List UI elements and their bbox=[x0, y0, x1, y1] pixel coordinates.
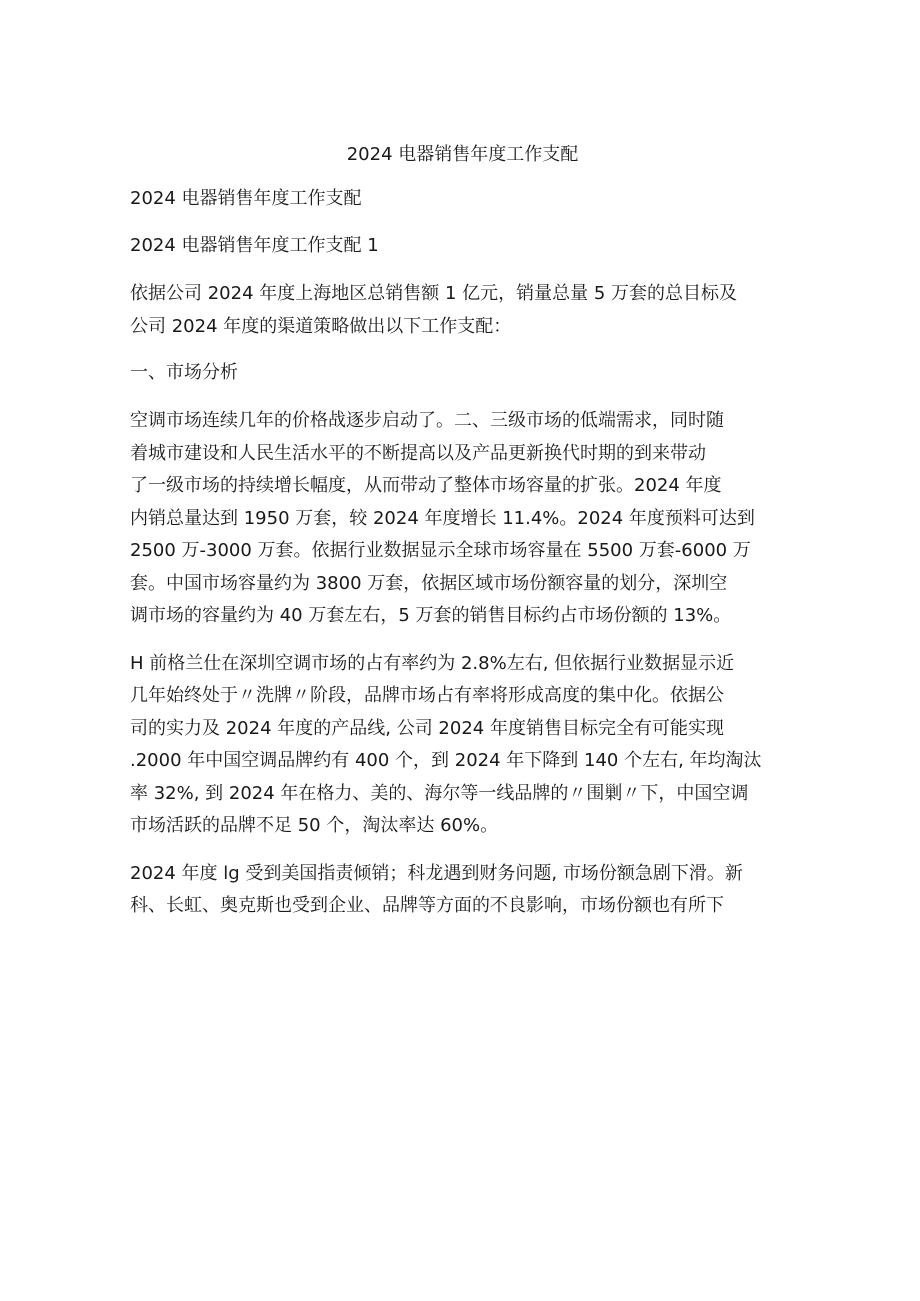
text-line: 了一级市场的持续增长幅度，从而带动了整体市场容量的扩张。2024 年度 bbox=[130, 475, 722, 496]
market-paragraph-2 bbox=[130, 648, 795, 843]
document-title: 2024 电器销售年度工作支配 bbox=[346, 144, 579, 165]
text-line: 司的实力及 2024 年度的产品线, 公司 2024 年度销售目标完全有可能实现 bbox=[130, 717, 724, 739]
text-line: 公司 2024 年度的渠道策略做出以下工作支配： bbox=[130, 315, 512, 337]
market-paragraph-1 bbox=[130, 405, 795, 633]
text-line: 市场活跃的品牌不足 50 个，淘汰率达 60%。 bbox=[130, 815, 499, 836]
text-line: H 前格兰仕在深圳空调市场的占有率约为 2.8%左右, 但依据行业数据显示近 bbox=[130, 652, 735, 674]
text-line: 套。中国市场容量约为 3800 万套，依据区域市场份额容量的划分，深圳空 bbox=[130, 572, 728, 594]
section-heading: 2024 电器销售年度工作支配 1 bbox=[130, 235, 379, 256]
part-heading-market-analysis: 一、市场分析 bbox=[130, 362, 238, 383]
text-line: 调市场的容量约为 40 万套左右，5 万套的销售目标约占市场份额的 13%。 bbox=[130, 605, 732, 626]
text-line: 空调市场连续几年的价格战逐步启动了。二、三级市场的低端需求，同时随 bbox=[130, 410, 724, 431]
text-line: 内销总量达到 1950 万套，较 2024 年度增长 11.4%。2024 年度预料可达到 bbox=[130, 507, 755, 529]
market-paragraph-3 bbox=[130, 858, 795, 923]
text-line: 科、长虹、奥克斯也受到企业、品牌等方面的不良影响，市场份额也有所下 bbox=[130, 895, 724, 916]
text-line: 2024 年度 lg 受到美国指责倾销；科龙遇到财务问题, 市场份额急剧下滑。新 bbox=[130, 862, 743, 884]
text-line: 率 32%, 到 2024 年在格力、美的、海尔等一线品牌的〃围剿〃下，中国空调 bbox=[130, 782, 749, 804]
document-subtitle: 2024 电器销售年度工作支配 bbox=[130, 188, 362, 209]
text-line: 着城市建设和人民生活水平的不断提高以及产品更新换代时期的到来带动 bbox=[130, 442, 706, 464]
text-line: 依据公司 2024 年度上海地区总销售额 1 亿元，销量总量 5 万套的总目标及 bbox=[130, 283, 738, 304]
text-line: 几年始终处于〃洗牌〃阶段，品牌市场占有率将形成高度的集中化。依据公 bbox=[130, 685, 724, 706]
document-body bbox=[130, 140, 795, 938]
text-line: .2000 年中国空调品牌约有 400 个，到 2024 年下降到 140 个左右, 年均淘汰 bbox=[130, 750, 762, 771]
intro-paragraph bbox=[130, 278, 795, 343]
text-line: 2500 万-3000 万套。依据行业数据显示全球市场容量在 5500 万套-6000 万 bbox=[130, 540, 751, 561]
